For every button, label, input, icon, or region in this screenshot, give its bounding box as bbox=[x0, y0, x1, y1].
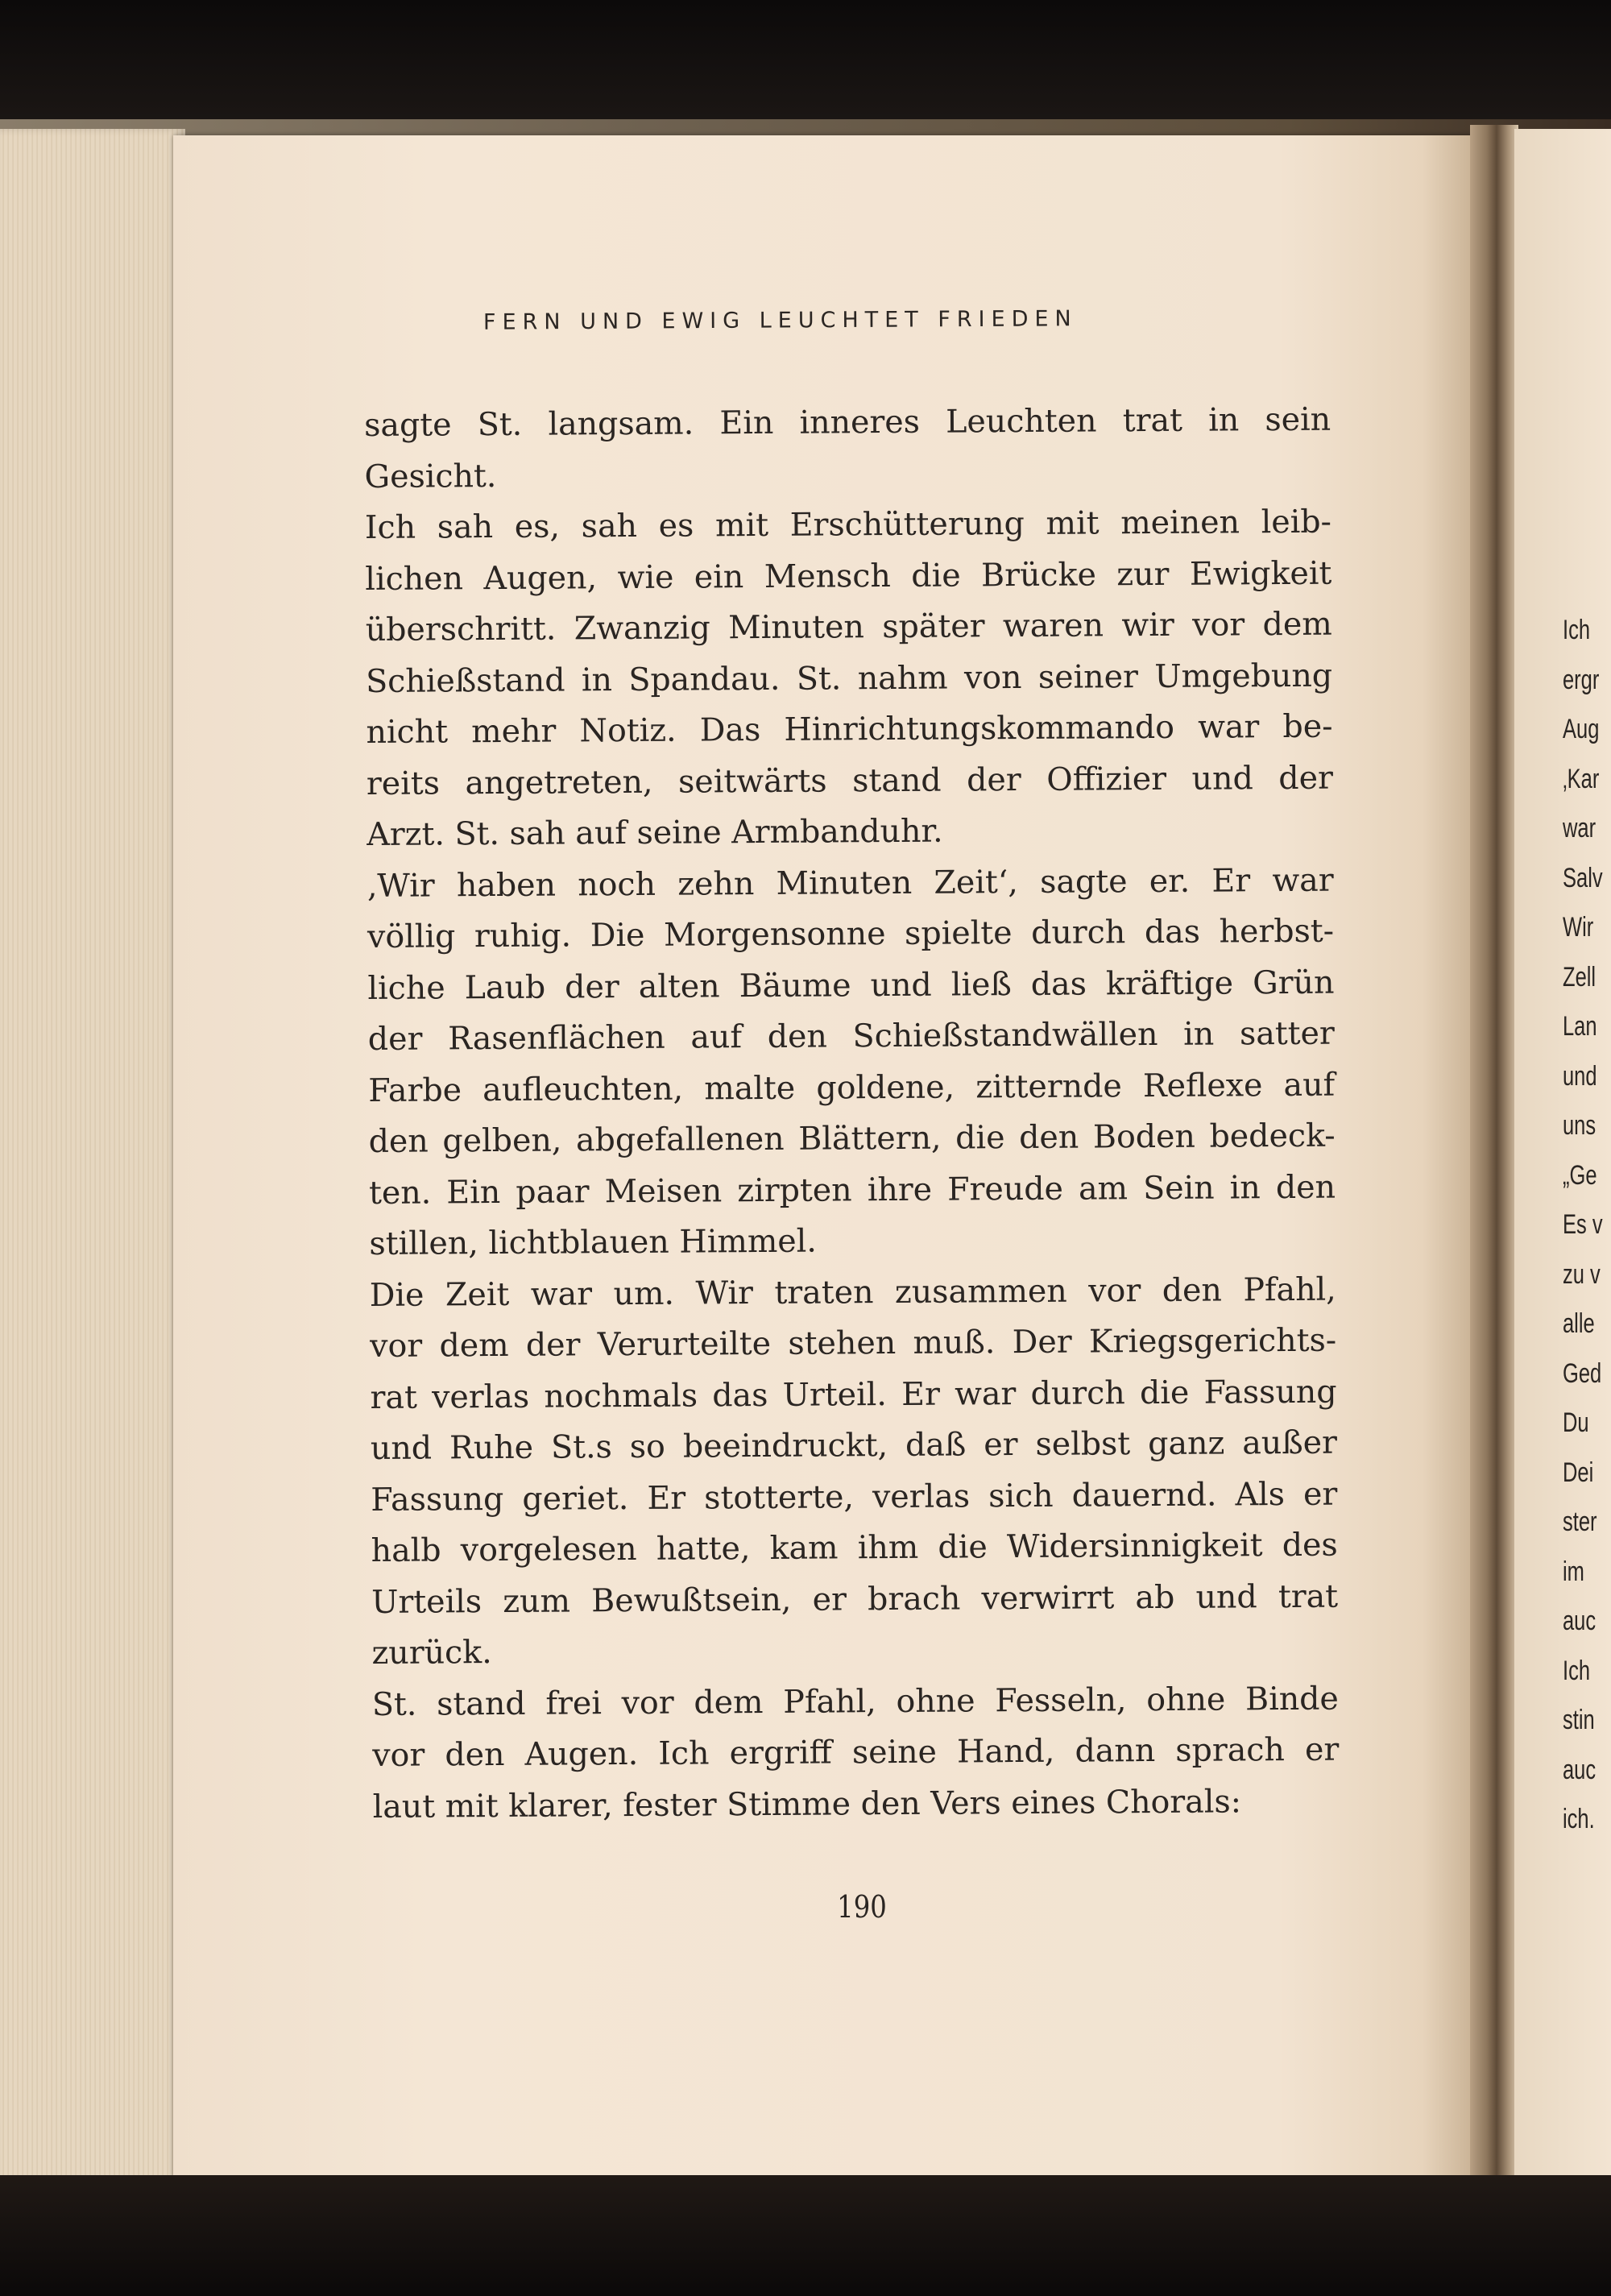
text-line: ten. Ein paar Meisen zirpten ihre Freude am Sein in den bbox=[368, 1168, 1336, 1212]
text-line: lichen Augen, wie ein Mensch die Brücke zur Ewigkeit bbox=[365, 554, 1332, 598]
body-text bbox=[364, 395, 1340, 1833]
text-line: St. stand frei vor dem Pfahl, ohne Fesseln, ohne Binde bbox=[371, 1680, 1340, 1723]
page-number: 190 bbox=[837, 1889, 887, 1925]
text-line: nicht mehr Notiz. Das Hinrichtungskommando war be- bbox=[366, 707, 1333, 751]
facing-page-fragment: Zell bbox=[1563, 961, 1597, 993]
facing-page-fragment: Dei bbox=[1563, 1457, 1594, 1488]
text-line: sagte St. langsam. Ein inneres Leuchten trat in sein bbox=[364, 400, 1331, 444]
facing-page-fragment: Lan bbox=[1563, 1011, 1597, 1042]
text-line: Arzt. St. sah auf seine Armbanduhr. bbox=[367, 812, 943, 853]
facing-page-fragment: und bbox=[1563, 1060, 1597, 1092]
background-bottom bbox=[0, 2175, 1611, 2296]
facing-page-fragment: war bbox=[1563, 813, 1597, 843]
facing-page-fragment: Ged bbox=[1563, 1357, 1602, 1389]
facing-page-fragment: Salv bbox=[1563, 862, 1603, 893]
facing-page-fragment: auc bbox=[1563, 1606, 1597, 1636]
facing-page-fragment: ich. bbox=[1563, 1804, 1595, 1834]
text-line: Fassung geriet. Er stotterte, verlas sich dauernd. Als er bbox=[371, 1475, 1338, 1519]
text-line: der Rasenflächen auf den Schießstandwällen in satter bbox=[367, 1014, 1335, 1058]
facing-page-fragment: uns bbox=[1563, 1110, 1597, 1141]
facing-page-fragment: Wir bbox=[1563, 912, 1594, 943]
text-line: halb vorgelesen hatte, kam ihm die Widersinnigkeit des bbox=[371, 1526, 1338, 1569]
text-line: stillen, lichtblauen Himmel. bbox=[369, 1222, 818, 1262]
facing-page-fragment: ster bbox=[1563, 1506, 1597, 1537]
text-line: völlig ruhig. Die Morgensonne spielte durch das herbst- bbox=[367, 912, 1335, 955]
facing-page-fragment: stin bbox=[1563, 1705, 1595, 1735]
text-line: Urteils zum Bewußtsein, er brach verwirrt ab und trat bbox=[371, 1577, 1339, 1621]
text-line: vor den Augen. Ich ergriff seine Hand, dann sprach er bbox=[372, 1730, 1340, 1774]
facing-page-fragment: Es v bbox=[1563, 1209, 1603, 1240]
text-line: rat verlas nochmals das Urteil. Er war durch die Fassung bbox=[370, 1373, 1337, 1416]
text-line: den gelben, abgefallenen Blättern, die den Boden bedeck- bbox=[368, 1117, 1336, 1160]
text-line: reits angetreten, seitwärts stand der Offizier und der bbox=[366, 759, 1334, 802]
text-line: Farbe aufleuchten, malte goldene, zitternde Reflexe auf bbox=[368, 1066, 1336, 1109]
facing-page-fragment: Du bbox=[1563, 1407, 1589, 1438]
text-line: Schießstand in Spandau. St. nahm von seiner Umgebung bbox=[365, 657, 1333, 700]
running-header: FERN UND EWIG LEUCHTET FRIEDEN bbox=[482, 306, 1078, 335]
text-line: zurück. bbox=[371, 1634, 492, 1672]
text-line: Gesicht. bbox=[364, 457, 497, 495]
text-line: vor dem der Verurteilte stehen muß. Der Kriegsgerichts- bbox=[370, 1321, 1337, 1365]
book-gutter bbox=[1470, 125, 1518, 2187]
text-line: ‚Wir haben noch zehn Minuten Zeit‘, sagte er. Er war bbox=[367, 861, 1334, 905]
page-stack-edges bbox=[0, 129, 185, 2183]
facing-page-fragment: auc bbox=[1563, 1754, 1597, 1785]
text-line: Ich sah es, sah es mit Erschütterung mit meinen leib- bbox=[364, 503, 1332, 546]
text-line: und Ruhe St.s so beeindruckt, daß er selbst ganz außer bbox=[370, 1424, 1338, 1467]
facing-page-text bbox=[1563, 606, 1611, 1845]
facing-page-fragment: Ich bbox=[1563, 1655, 1591, 1686]
text-line: laut mit klarer, fester Stimme den Vers eines Chorals: bbox=[372, 1782, 1242, 1826]
facing-page-fragment: ‚Kar bbox=[1563, 763, 1600, 794]
background-top bbox=[0, 0, 1611, 121]
facing-page-fragment: Ich bbox=[1563, 615, 1591, 645]
facing-page-fragment: zu v bbox=[1563, 1258, 1601, 1290]
facing-page-fragment: Aug bbox=[1563, 714, 1600, 744]
text-line: überschritt. Zwanzig Minuten später waren wir vor dem bbox=[365, 605, 1332, 649]
facing-page-fragment: alle bbox=[1563, 1308, 1595, 1339]
facing-page-fragment: im bbox=[1563, 1556, 1584, 1587]
text-line: liche Laub der alten Bäume und ließ das kräftige Grün bbox=[367, 964, 1335, 1007]
facing-page-fragment: „Ge bbox=[1563, 1159, 1597, 1191]
facing-page-fragment: ergr bbox=[1563, 664, 1600, 695]
text-line: Die Zeit war um. Wir traten zusammen vor den Pfahl, bbox=[369, 1270, 1336, 1314]
